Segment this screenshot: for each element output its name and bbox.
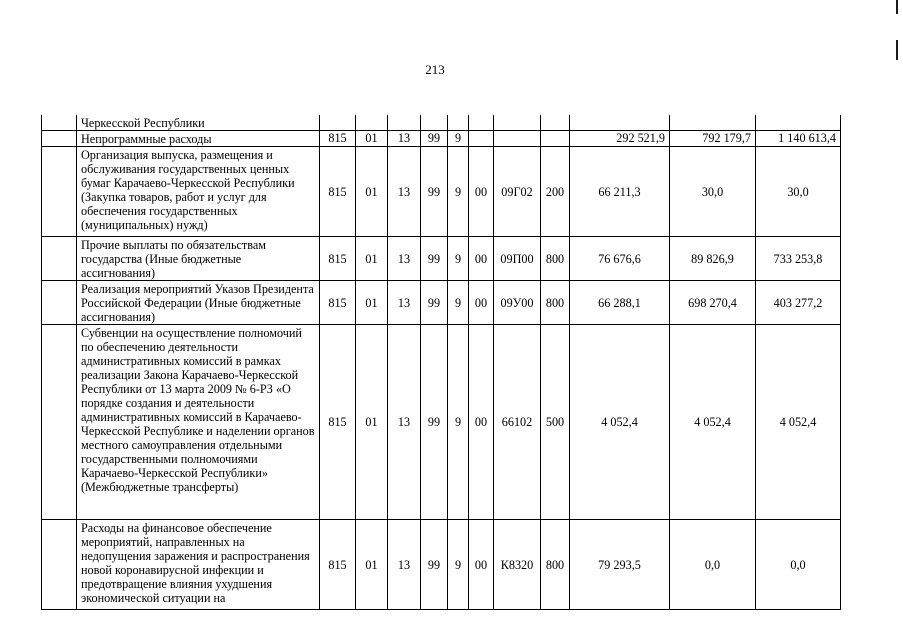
program-code-cell: 99	[421, 520, 448, 610]
description-cell: Организация выпуска, размещения и обслуживания государственных ценных бумаг Карачаево-Черкесской Республики (Закупка товаров, работ и услуг для обеспечения государственных (муниципальных) нужд)	[77, 147, 320, 237]
amount-2022-cell: 1 140 613,4	[756, 131, 841, 147]
direction-code-cell: 09П00	[494, 237, 541, 281]
expense-type-code-cell	[541, 131, 570, 147]
direction-code-cell: 09Г02	[494, 147, 541, 237]
program-code-cell: 99	[421, 237, 448, 281]
subprogram-code-cell: 9	[448, 147, 469, 237]
rz-code-cell: 01	[356, 131, 388, 147]
main-event-code-cell: 00	[469, 325, 494, 520]
pr-code-cell: 13	[388, 520, 421, 610]
rz-code-cell: 01	[356, 237, 388, 281]
amount-2020-cell: 76 676,6	[570, 237, 670, 281]
subprogram-code-cell: 9	[448, 131, 469, 147]
row-number-cell	[42, 237, 77, 281]
rz-code-cell	[356, 115, 388, 131]
pr-code-cell: 13	[388, 325, 421, 520]
amount-2021-cell	[670, 115, 756, 131]
direction-code-cell	[494, 131, 541, 147]
amount-2021-cell: 89 826,9	[670, 237, 756, 281]
rz-code-cell: 01	[356, 325, 388, 520]
amount-2020-cell	[570, 115, 670, 131]
pr-code-cell: 13	[388, 147, 421, 237]
rz-code-cell: 01	[356, 147, 388, 237]
table-row	[42, 520, 841, 610]
row-number-cell	[42, 281, 77, 325]
gr-code-cell: 815	[320, 325, 356, 520]
subprogram-code-cell: 9	[448, 281, 469, 325]
row-number-cell	[42, 520, 77, 610]
row-number-cell	[42, 131, 77, 147]
description-cell: Черкесской Республики	[77, 115, 320, 131]
amount-2021-cell: 698 270,4	[670, 281, 756, 325]
gr-code-cell	[320, 115, 356, 131]
subprogram-code-cell: 9	[448, 325, 469, 520]
gr-code-cell: 815	[320, 520, 356, 610]
main-event-code-cell: 00	[469, 281, 494, 325]
program-code-cell: 99	[421, 147, 448, 237]
program-code-cell: 99	[421, 325, 448, 520]
description-cell: Непрограммные расходы	[77, 131, 320, 147]
row-number-cell	[42, 147, 77, 237]
budget-table	[41, 115, 841, 610]
table-row	[42, 237, 841, 281]
description-cell: Реализация мероприятий Указов Президента Российской Федерации (Иные бюджетные ассигнования)	[77, 281, 320, 325]
program-code-cell	[421, 115, 448, 131]
amount-2021-cell: 30,0	[670, 147, 756, 237]
gr-code-cell: 815	[320, 281, 356, 325]
description-cell: Субвенции на осуществление полномочий по обеспечению деятельности административных комиссий в рамках реализации Закона Карачаево-Черкесской Республики от 13 марта 2009 № 6-РЗ «О порядке создания и деятельности административных комиссий в Карачаево-Черкесской Республике и наделении органов местного самоуправления отдельными государственными полномочиями Карачаево-Черкесской Республики» (Межбюджетные трансферты)	[77, 325, 320, 520]
gr-code-cell: 815	[320, 237, 356, 281]
page-number: 213	[425, 62, 445, 77]
description-cell: Расходы на финансовое обеспечение мероприятий, направленных на недопущения заражения и распространения новой коронавирусной инфекции и предотвращение влияния ухудшения экономической ситуации на	[77, 520, 320, 610]
amount-2020-cell: 66 211,3	[570, 147, 670, 237]
amount-2022-cell: 0,0	[756, 520, 841, 610]
expense-type-code-cell: 800	[541, 281, 570, 325]
main-event-code-cell	[469, 115, 494, 131]
subprogram-code-cell: 9	[448, 520, 469, 610]
direction-code-cell: 09У00	[494, 281, 541, 325]
table-row	[42, 281, 841, 325]
table-row	[42, 131, 841, 147]
expense-type-code-cell: 800	[541, 520, 570, 610]
expense-type-code-cell	[541, 115, 570, 131]
gr-code-cell: 815	[320, 131, 356, 147]
main-event-code-cell: 00	[469, 237, 494, 281]
pr-code-cell: 13	[388, 131, 421, 147]
amount-2022-cell	[756, 115, 841, 131]
gr-code-cell: 815	[320, 147, 356, 237]
pr-code-cell: 13	[388, 281, 421, 325]
description-cell: Прочие выплаты по обязательствам государства (Иные бюджетные ассигнования)	[77, 237, 320, 281]
table-row	[42, 325, 841, 520]
subprogram-code-cell: 9	[448, 237, 469, 281]
table-row	[42, 115, 841, 131]
program-code-cell: 99	[421, 131, 448, 147]
main-event-code-cell: 00	[469, 147, 494, 237]
amount-2020-cell: 292 521,9	[570, 131, 670, 147]
amount-2021-cell: 4 052,4	[670, 325, 756, 520]
row-number-cell	[42, 325, 77, 520]
amount-2020-cell: 4 052,4	[570, 325, 670, 520]
expense-type-code-cell: 500	[541, 325, 570, 520]
rz-code-cell: 01	[356, 520, 388, 610]
rz-code-cell: 01	[356, 281, 388, 325]
row-number-cell	[42, 115, 77, 131]
expense-type-code-cell: 200	[541, 147, 570, 237]
direction-code-cell: 66102	[494, 325, 541, 520]
amount-2020-cell: 79 293,5	[570, 520, 670, 610]
subprogram-code-cell	[448, 115, 469, 131]
amount-2022-cell: 403 277,2	[756, 281, 841, 325]
direction-code-cell	[494, 115, 541, 131]
pr-code-cell	[388, 115, 421, 131]
amount-2022-cell: 733 253,8	[756, 237, 841, 281]
amount-2022-cell: 4 052,4	[756, 325, 841, 520]
program-code-cell: 99	[421, 281, 448, 325]
main-event-code-cell: 00	[469, 520, 494, 610]
amount-2021-cell: 0,0	[670, 520, 756, 610]
scan-edge-mark	[896, 40, 898, 60]
table-row	[42, 147, 841, 237]
main-event-code-cell	[469, 131, 494, 147]
amount-2021-cell: 792 179,7	[670, 131, 756, 147]
pr-code-cell: 13	[388, 237, 421, 281]
direction-code-cell: К8320	[494, 520, 541, 610]
amount-2022-cell: 30,0	[756, 147, 841, 237]
scan-edge-mark	[896, 0, 898, 14]
expense-type-code-cell: 800	[541, 237, 570, 281]
amount-2020-cell: 66 288,1	[570, 281, 670, 325]
